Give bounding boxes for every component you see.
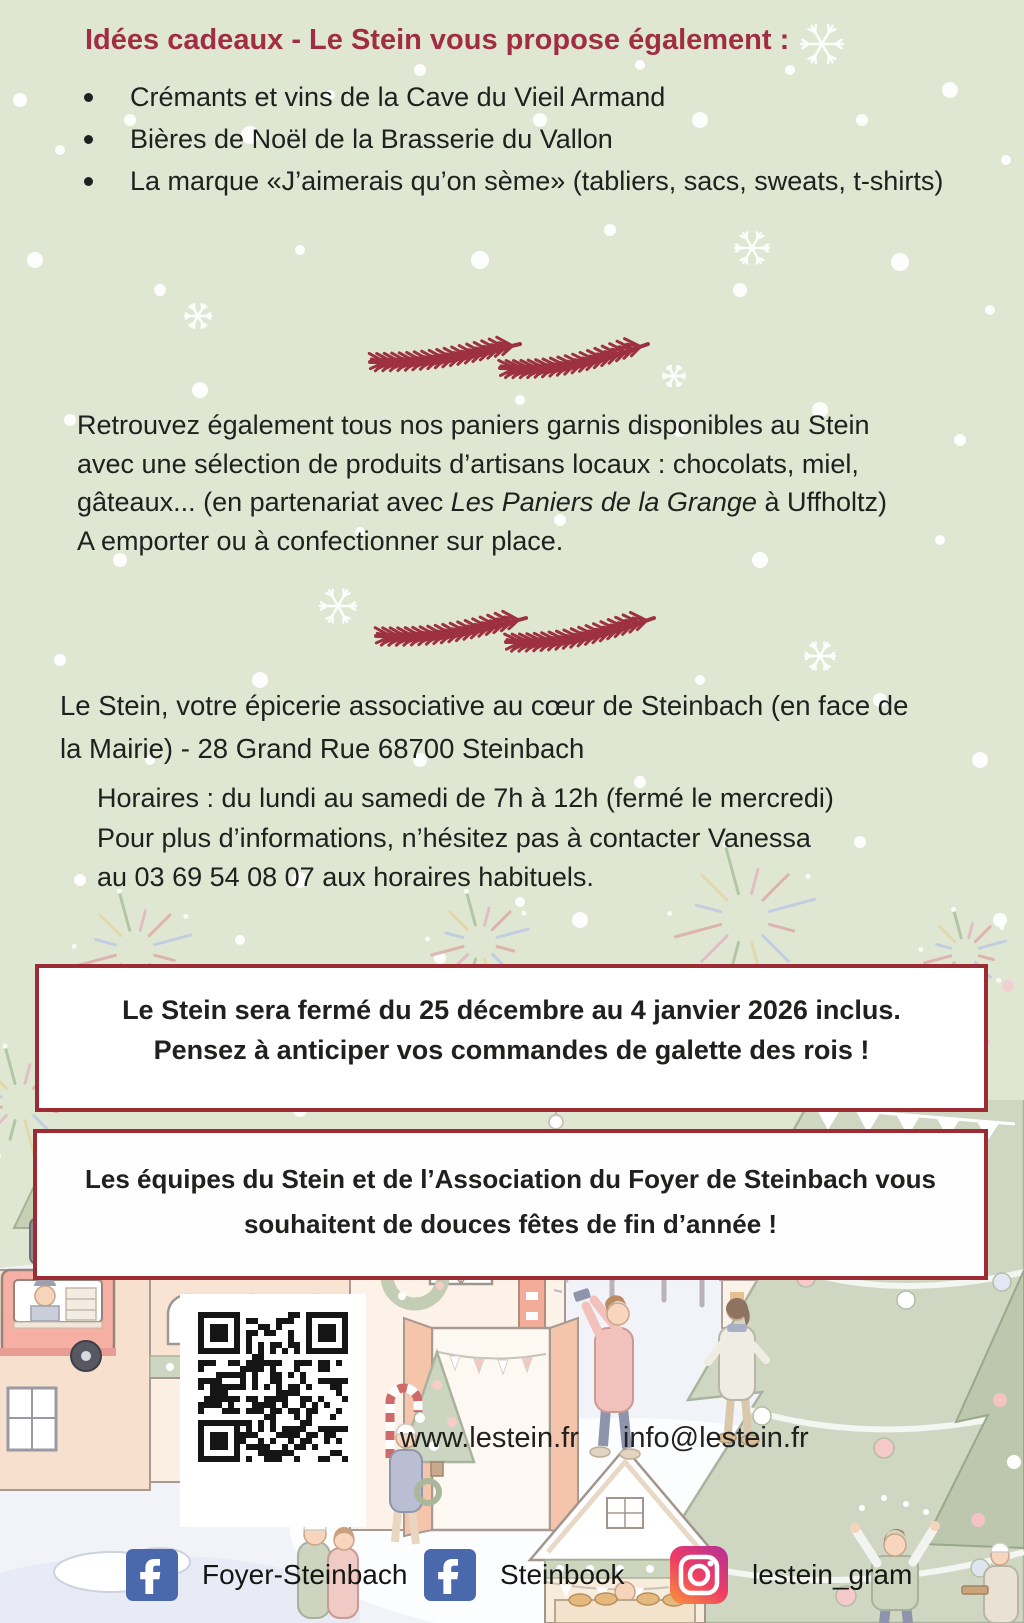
- bullet-icon: [84, 93, 93, 102]
- social-instagram[interactable]: [670, 1546, 912, 1604]
- qr-code: [198, 1312, 348, 1462]
- bullet-icon: [84, 177, 93, 186]
- social-handle[interactable]: Foyer-Steinbach: [202, 1559, 408, 1590]
- email-link[interactable]: info@lestein.fr: [622, 1422, 809, 1454]
- list-item: [84, 118, 943, 160]
- gift-ideas-list: [84, 76, 943, 202]
- closure-notice-box: [35, 964, 988, 1112]
- social-handle[interactable]: lestein_gram: [752, 1559, 913, 1590]
- gift-idea-text: La marque «J’aimerais qu’on sème» (tabliers, sacs, sweats, t-shirts): [130, 165, 944, 196]
- paragraph-line: Retrouvez également tous nos paniers garnis disponibles au Stein: [77, 410, 870, 440]
- list-item: [84, 76, 943, 118]
- list-item: [84, 160, 943, 202]
- season-wishes-box: [33, 1129, 988, 1280]
- hours-line: Pour plus d’informations, n’hésitez pas à contacter Vanessa: [97, 822, 811, 853]
- gift-idea-text: Bières de Noël de la Brasserie du Vallon: [130, 123, 613, 154]
- instagram-icon: [670, 1546, 728, 1604]
- social-facebook-steinbook[interactable]: [424, 1549, 625, 1601]
- address-line: Le Stein, votre épicerie associative au cœur de Steinbach (en face de: [60, 690, 909, 721]
- hours-line: Horaires : du lundi au samedi de 7h à 12h (fermé le mercredi): [97, 783, 834, 813]
- facebook-icon: [424, 1549, 476, 1601]
- text-segment: à Uffholtz): [756, 487, 887, 517]
- paragraph-line: avec une sélection de produits d’artisans locaux : chocolats, miel,: [77, 448, 859, 479]
- facebook-icon: [126, 1549, 178, 1601]
- wishes-line: souhaitent de douces fêtes de fin d’année !: [243, 1209, 778, 1239]
- text-segment: gâteaux... (en partenariat avec: [77, 487, 451, 517]
- paniers-paragraph: [77, 406, 887, 560]
- partner-name-italic: Les Paniers de la Grange: [450, 487, 757, 517]
- gift-idea-text: Crémants et vins de la Cave du Vieil Armand: [130, 81, 666, 112]
- bullet-icon: [84, 135, 93, 144]
- website-link[interactable]: www.lestein.fr: [400, 1422, 579, 1454]
- address-line: la Mairie) - 28 Grand Rue 68700 Steinbach: [60, 733, 585, 764]
- social-handle[interactable]: Steinbook: [500, 1559, 625, 1590]
- pine-branch-divider: [360, 590, 660, 660]
- closure-line: Le Stein sera fermé du 25 décembre au 4 janvier 2026 inclus.: [122, 995, 901, 1025]
- qr-code-card: [180, 1294, 366, 1527]
- closure-line: Pensez à anticiper vos commandes de galette des rois !: [153, 1035, 870, 1065]
- contact-links: [400, 1422, 809, 1455]
- page-title: Idées cadeaux - Le Stein vous propose également :: [85, 24, 790, 56]
- paragraph-line: [77, 483, 887, 522]
- wishes-line: Les équipes du Stein et de l’Association du Foyer de Steinbach vous: [85, 1164, 936, 1194]
- paragraph-line: A emporter ou à confectionner sur place.: [77, 525, 564, 556]
- social-row: [0, 1544, 1024, 1608]
- pine-branch-divider: [352, 318, 652, 388]
- address-block: [60, 684, 908, 770]
- social-facebook-foyer[interactable]: [126, 1549, 407, 1601]
- hours-block: [97, 779, 834, 898]
- phone-line: au 03 69 54 08 07 aux horaires habituels.: [97, 862, 594, 892]
